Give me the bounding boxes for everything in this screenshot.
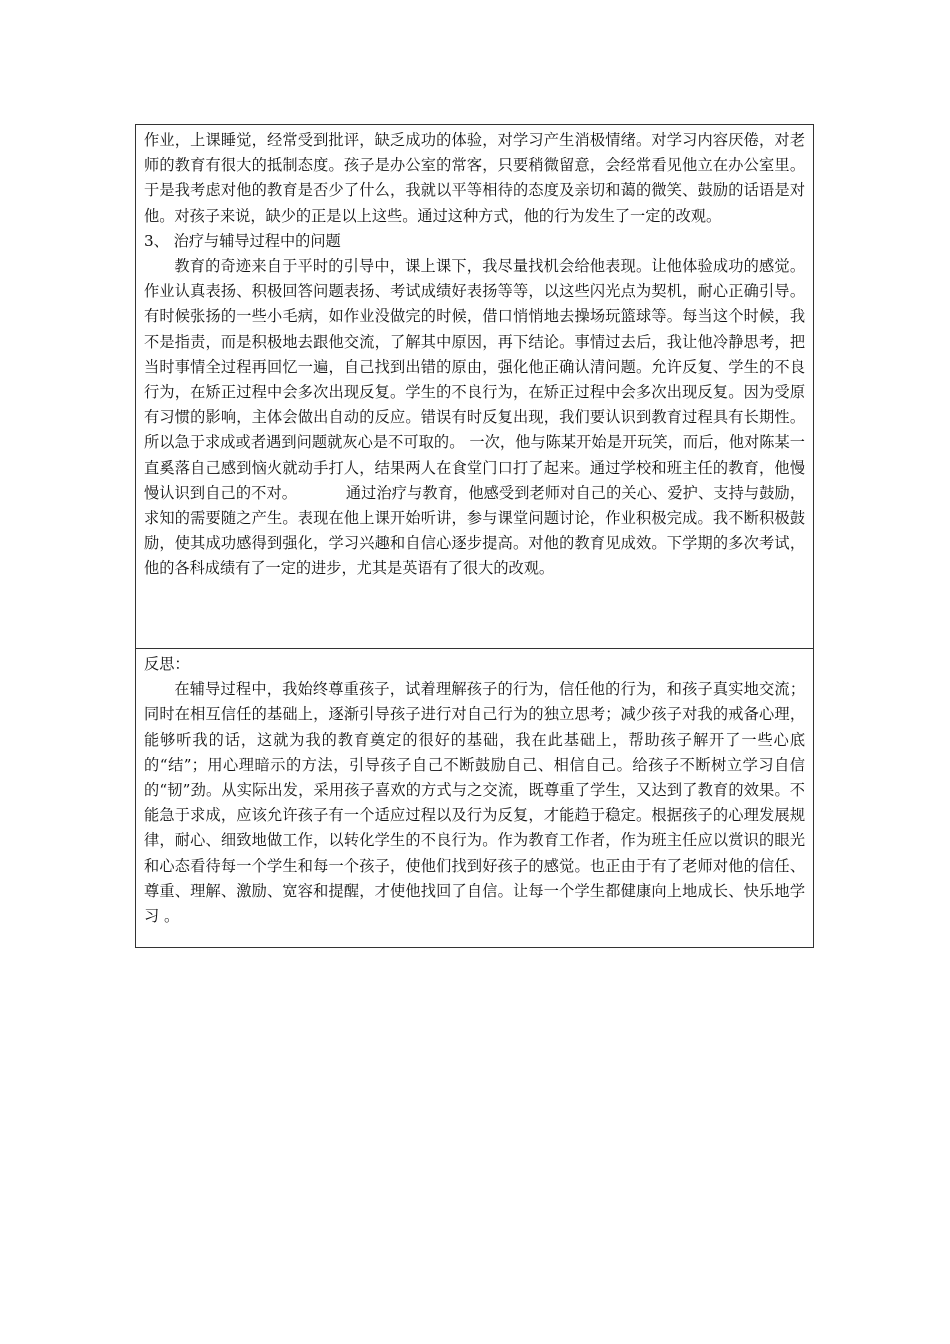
process-text-part1: 教育的奇迹来自于平时的引导中，课上课下，我尽量找机会给他表现。让他体验成功的感觉。作业认真表扬、积极回答问题表扬、考试成绩好表扬等等，以这些闪光点为契机，耐心正确引导。有时候张扬的一些小毛病，如作业没做完的时候，借口悄悄地去操场玩篮球等。每当这个时候，我不是指责，而是积极地去跟他交流，了解其中原因，再下结论。事情过去后，我让他冷静思考，把当时事情全过程再回忆一遍，自己找到出错的原由，强化他正确认清问题。允许反复、学生的不良行为，在矫正过程中会多次出现反复。学生的不良行为，在矫正过程中会多次出现反复。因为受原有习惯的影响，主体会做出自动的反应。错误有时反复出现，我们要认识到教育过程具有长期性。所以急于求成或者遇到问题就灰心是不可取的。 一次，他与陈某开始是开玩笑，而后，他对陈某一直奚落自己感到恼火就动手打人，结果两人在食堂门口打了起来。通过学校和班主任的教育，他慢慢认识到自己的不对。 bbox=[144, 257, 805, 502]
process-cell bbox=[136, 125, 813, 649]
document-table bbox=[135, 124, 814, 948]
process-text-part2: 通过治疗与教育，他感受到老师对自己的关心、爱护、支持与鼓励，求知的需要随之产生。表现在他上课开始听讲，参与课堂问题讨论，作业积极完成。我不断积极鼓励，使其成功感得到强化，学习兴趣和自信心逐步提高。对他的教育见成效。下学期的多次考试，他的各科成绩有了一定的进步，尤其是英语有了很大的改观。 bbox=[144, 483, 806, 578]
reflection-paragraph: 在辅导过程中，我始终尊重孩子，试着理解孩子的行为，信任他的行为，和孩子真实地交流；同时在相互信任的基础上，逐渐引导孩子进行对自己行为的独立思考；减少孩子对我的戒备心理，能够听我的话，这就为我的教育奠定的很好的基础，我在此基础上，帮助孩子解开了一些心底的“结”；用心理暗示的方法，引导孩子自己不断鼓励自己、相信自己。给孩子不断树立学习自信的“韧”劲。从实际出发，采用孩子喜欢的方式与之交流，既尊重了学生，又达到了教育的效果。不能急于求成，应该允许孩子有一个适应过程以及行为反复，才能趋于稳定。根据孩子的心理发展规律，耐心、细致地做工作，以转化学生的不良行为。作为教育工作者，作为班主任应以赏识的眼光和心态看待每一个学生和每一个孩子，使他们找到好孩子的感觉。也正由于有了老师对他的信任、尊重、理解、激励、宽容和提醒，才使他找回了自信。让每一个学生都健康向上地成长、快乐地学习 。 bbox=[144, 680, 805, 926]
reflection-cell bbox=[136, 649, 813, 947]
reflection-label: 反思： bbox=[144, 655, 190, 673]
process-paragraph bbox=[144, 254, 805, 582]
continuation-paragraph: 作业，上课睡觉，经常受到批评，缺乏成功的体验，对学习产生消极情绪。对学习内容厌倦，对老师的教育有很大的抵制态度。孩子是办公室的常客，只要稍微留意，会经常看见他立在办公室里。于是我考虑对他的教育是否少了什么，我就以平等相待的态度及亲切和蔼的微笑、鼓励的话语是对他。对孩子来说，缺少的正是以上这些。通过这种方式，他的行为发生了一定的改观。 bbox=[144, 131, 805, 225]
section-heading: 3、 治疗与辅导过程中的问题 bbox=[144, 231, 341, 250]
